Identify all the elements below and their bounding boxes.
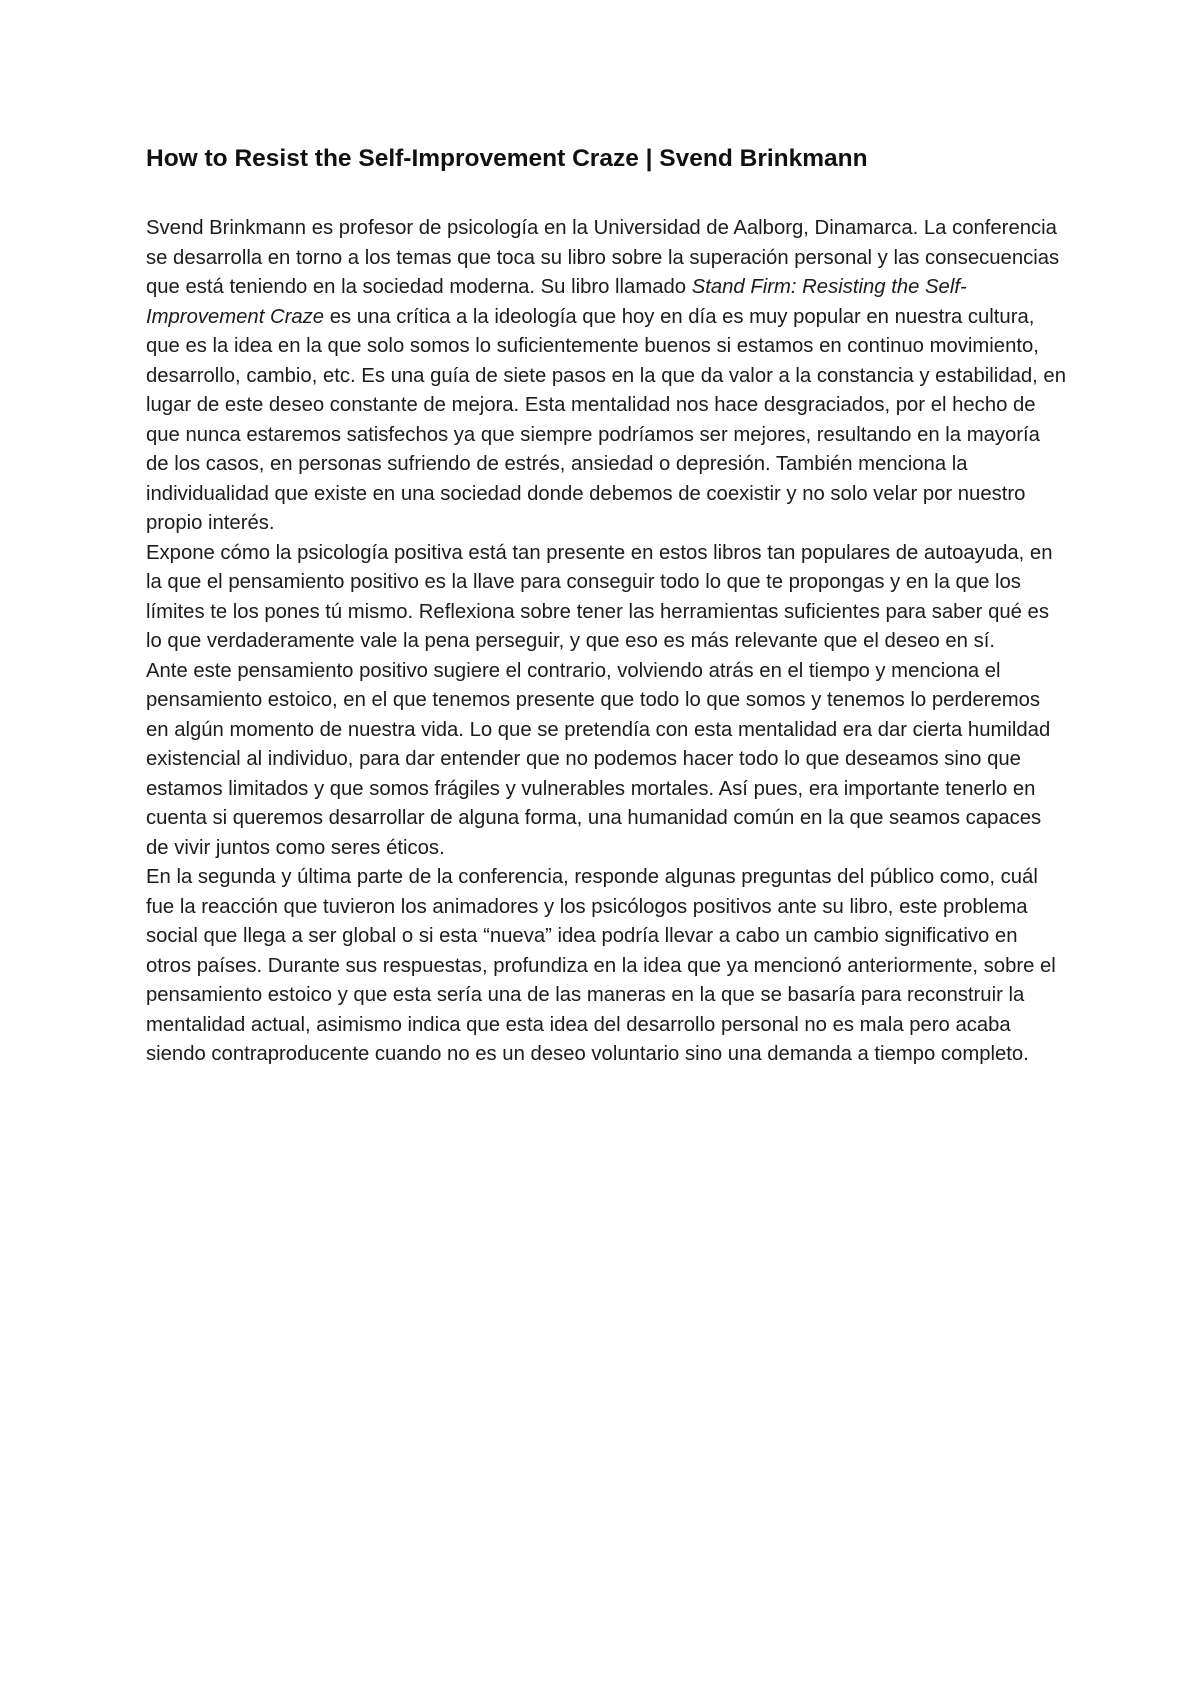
paragraph-2: Expone cómo la psicología positiva está tan presente en estos libros tan populares de autoayuda, en la que el pensamiento positivo es la llave para conseguir todo lo que te propongas y en la que los límites te los pones tú mismo. Reflexiona sobre tener las herramientas suficientes para saber qué es lo que verdaderamente vale la pena perseguir, y que eso es más relevante que el deseo en sí. bbox=[146, 541, 1053, 652]
document-body bbox=[146, 214, 1066, 1070]
paragraph-1 bbox=[146, 214, 1066, 539]
document-title: How to Resist the Self-Improvement Craze | Svend Brinkmann bbox=[146, 145, 868, 172]
paragraph-1-intro: Svend Brinkmann es profesor de psicología en la Universidad de Aalborg, Dinamarca. La conferencia se desarrolla en torno a los temas que toca su libro sobre la superación personal y las consecuencias que está teniendo en la sociedad moderna. Su libro llamado bbox=[146, 217, 1060, 298]
document-content bbox=[146, 142, 1066, 1070]
paragraph-1-rest: es una crítica a la ideología que hoy en día es muy popular en nuestra cultura, que es la idea en la que solo somos lo suficientemente buenos si estamos en continuo movimiento, desarrollo, cambio, etc. Es una guía de siete pasos en la que da valor a la constancia y estabilidad, en lugar de este deseo constante de mejora. Esta mentalidad nos hace desgraciados, por el hecho de que nunca estaremos satisfechos ya que siempre podríamos ser mejores, resultando en la mayoría de los casos, en personas sufriendo de estrés, ansiedad o depresión. También menciona la individualidad que existe en una sociedad donde debemos de coexistir y no solo velar por nuestro propio interés. bbox=[146, 305, 1066, 534]
book-title: Stand Firm: Resisting the Self-Improvement Craze bbox=[146, 276, 967, 328]
paragraph-3: Ante este pensamiento positivo sugiere el contrario, volviendo atrás en el tiempo y menciona el pensamiento estoico, en el que tenemos presente que todo lo que somos y tenemos lo perderemos en algún momento de nuestra vida. Lo que se pretendía con esta mentalidad era dar cierta humildad existencial al individuo, para dar entender que no podemos hacer todo lo que deseamos sino que estamos limitados y que somos frágiles y vulnerables mortales. Así pues, era importante tenerlo en cuenta si queremos desarrollar de alguna forma, una humanidad común en la que seamos capaces de vivir juntos como seres éticos. bbox=[146, 659, 1051, 859]
paragraph-4: En la segunda y última parte de la conferencia, responde algunas preguntas del público como, cuál fue la reacción que tuvieron los animadores y los psicólogos positivos ante su libro, este problema social que llega a ser global o si esta “nueva” idea podría llevar a cabo un cambio significativo en otros países. Durante sus respuestas, profundiza en la idea que ya mencionó anteriormente, sobre el pensamiento estoico y que esta sería una de las maneras en la que se basaría para reconstruir la mentalidad actual, asimismo indica que esta idea del desarrollo personal no es mala pero acaba siendo contraproducente cuando no es un deseo voluntario sino una demanda a tiempo completo. bbox=[146, 866, 1056, 1065]
